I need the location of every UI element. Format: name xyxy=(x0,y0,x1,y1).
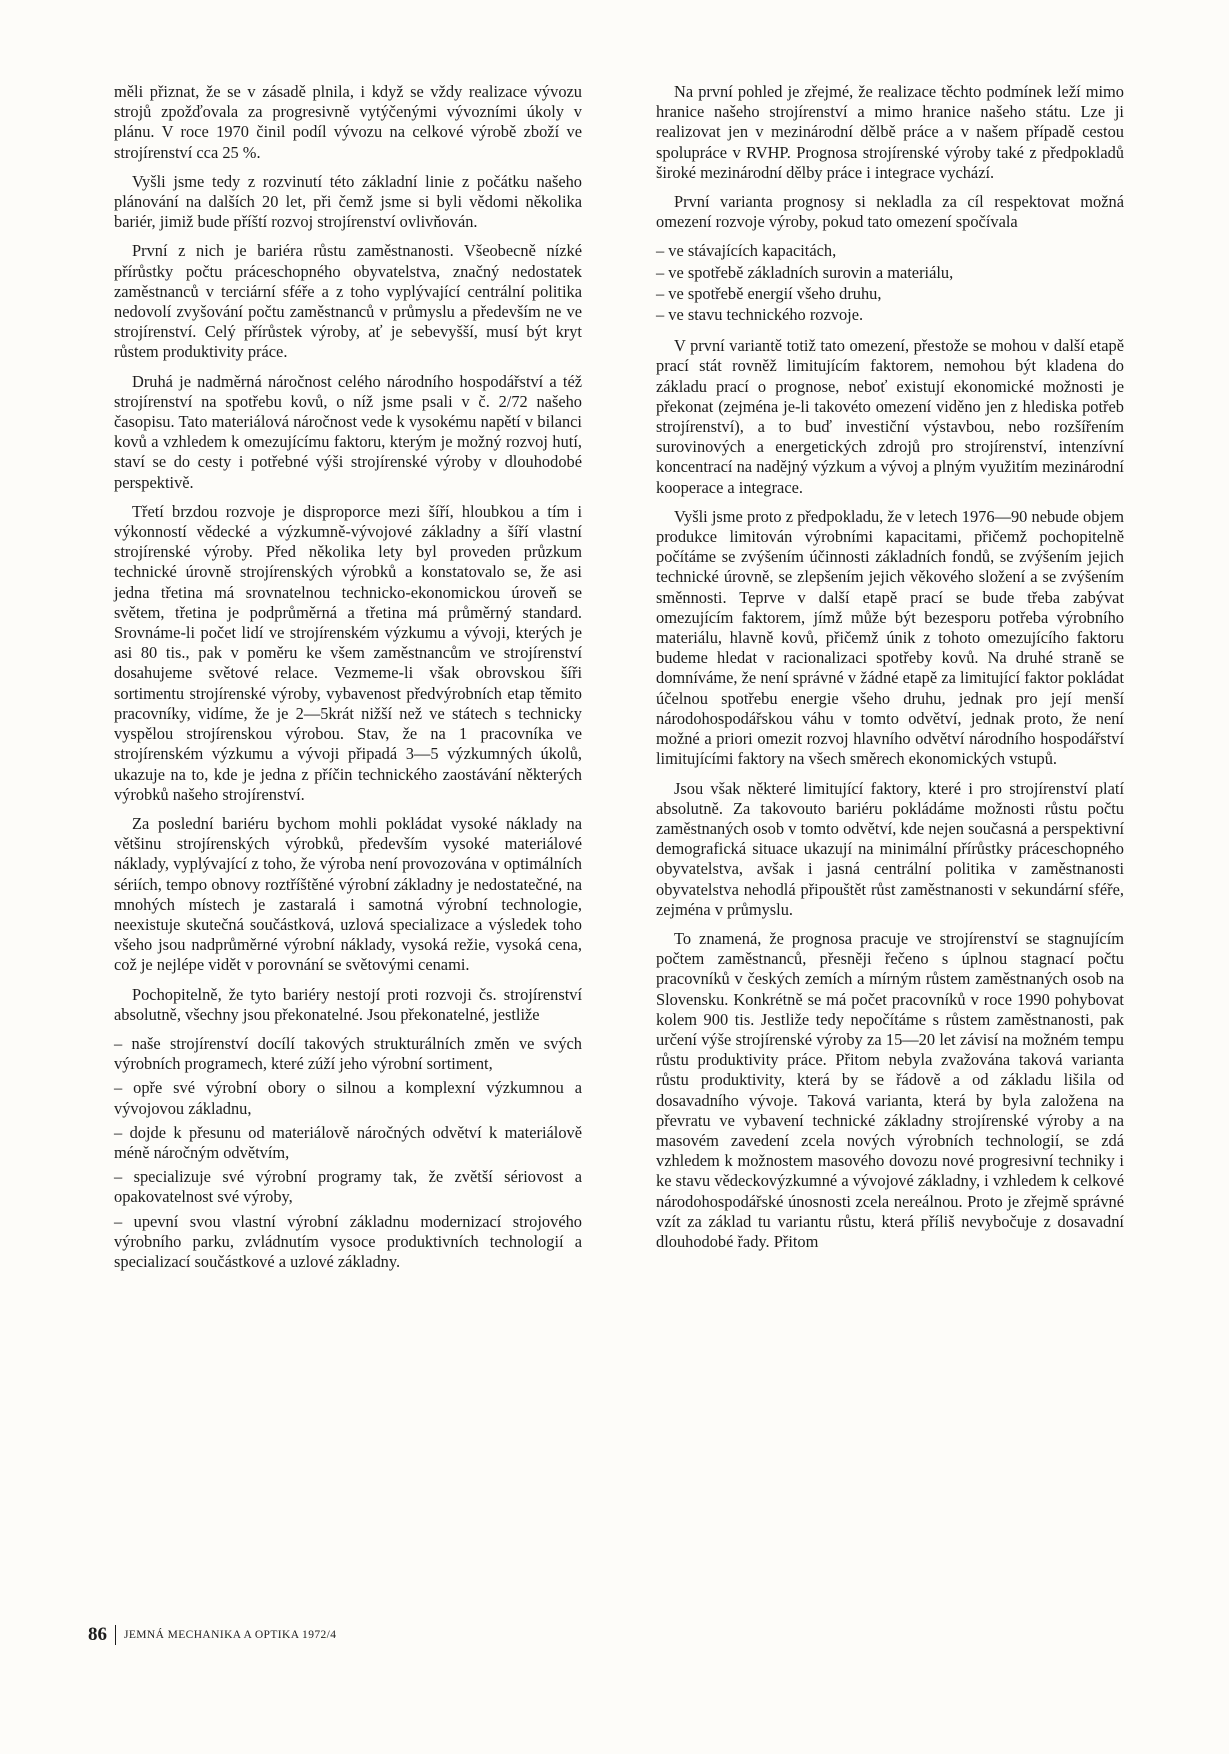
right-column xyxy=(656,82,1124,1261)
paragraph: Druhá je nadměrná náročnost celého národního hospodářství a též strojírenství na spotřebu kovů, o níž jsme psali v č. 2/72 našeho časopisu. Tato materiálová náročnost vede k vysokému napětí v bilanci kovů a vzhledem k omezujícímu faktoru, kterým je možný rozvoj hutí, staví se do cesty i potřebné výši strojírenské výroby v dlouhodobé perspektivě. xyxy=(114,371,582,492)
page-number: 86 xyxy=(88,1624,107,1645)
paragraph: Na první pohled je zřejmé, že realizace těchto podmínek leží mimo hranice našeho strojírenství a mimo hranice našeho státu. Lze ji realizovat jen v mezinárodní dělbě práce a v našem případě cestou spolupráce v RVHP. Prognosa strojírenské výroby také z předpokladů široké mezinárodní dělby práce i integrace vychází. xyxy=(656,82,1124,182)
list-item: – dojde k přesunu od materiálově náročných odvětví k materiálově méně náročným odvětvím, xyxy=(114,1122,582,1162)
list-item: – ve spotřebě základních surovin a materiálu, xyxy=(656,262,954,282)
paragraph: To znamená, že prognosa pracuje ve strojírenství se stagnujícím počtem zaměstnanců, přesněji řečeno s úplnou stagnací počtu pracovníků v českých zemích a mírným růstem zaměstnaných osob na Slovensku. Konkrétně se má počet pracovníků v roce 1990 pohybovat kolem 900 tis. Jestliže tedy nepočítáme s růstem zaměstnanosti, pak určení výše strojírenské výroby za 15—20 let závisí na možném tempu růstu produktivity práce. Přitom nebyla zvažována taková varianta růstu produktivity, která by se řádově a od základu lišila od dosavadního vývoje. Taková varianta, která by byla založena na převratu ve vybavení technické základny strojírenské výroby a na masovém zavedení zcela nových výrobních technologií, se zdá vzhledem k možnostem masového dovozu nové progresivní techniky i ke stavu vědeckovýzkumné a vývojové základny, i vzhledem k celkové národohospodářské únosnosti zcela nereálnou. Proto je zřejmě správné vzít za základ tu variantu růstu, která příliš nevybočuje z dosavadní dlouhodobé řady. Přitom xyxy=(656,928,1124,1251)
paragraph: Vyšli jsme tedy z rozvinutí této základní linie z počátku našeho plánování na dalších 20 let, při čemž jsme si byli vědomi několika bariér, jimiž bude příští rozvoj strojírenství ovlivňován. xyxy=(114,171,582,232)
paragraph: měli přiznat, že se v zásadě plnila, i když se vždy realizace vývozu strojů zpožďovala za progresivně vytýčenými vývozními úkoly v plánu. V roce 1970 činil podíl vývozu na celkové výrobě zboží ve strojírenství cca 25 %. xyxy=(114,82,582,162)
list-item: – opře své výrobní obory o silnou a komplexní výzkumnou a vývojovou základnu, xyxy=(114,1078,582,1118)
list-item: – ve stávajících kapacitách, xyxy=(656,241,837,261)
list-item: – ve spotřebě energií všeho druhu, xyxy=(656,283,882,303)
left-column xyxy=(114,82,582,1283)
list-item: – upevní svou vlastní výrobní základnu modernizací strojového výrobního parku, zvládnutím vysoce produktivních technologií a specializací součástkové a uzlové základny. xyxy=(114,1211,582,1271)
paragraph: Pochopitelně, že tyto bariéry nestojí proti rozvoji čs. strojírenství absolutně, všechny jsou překonatelné. Jsou překonatelné, jestliže xyxy=(114,984,582,1024)
paragraph: Jsou však některé limitující faktory, které i pro strojírenství platí absolutně. Za takovouto bariéru pokládáme možnosti růstu počtu zaměstnaných osob v tomto odvětví, kde nejen současná a perspektivní demografická situace ukazují na minimální přírůstky práceschopného obyvatelstva, avšak i jasná centrální politika v zaměstnanosti obyvatelstva nehodlá připouštět růst zaměstnanosti v sekundární sféře, zejména v průmyslu. xyxy=(656,778,1124,919)
paragraph: Vyšli jsme proto z předpokladu, že v letech 1976—90 nebude objem produkce limitován výrobními kapacitami, přičemž pochopitelně počítáme se zvýšením účinnosti základních fondů, se zvýšením jejich technické úrovně, se zlepšením jejich věkového složení a se zvýšením směnnosti. Teprve v další etapě prací se bude třeba zabývat omezujícím faktorem, jímž může být bezesporu potřeba výrobního materiálu, hlavně kovů, přičemž únik z tohoto omezujícího faktoru budeme hledat v racionalizaci spotřeby kovů. Na druhé straně se domníváme, že není správné v žádné etapě za limitující faktor pokládat účelnou spotřebu energie všeho druhu, jednak pro její menší národohospodářskou váhu v tomto odvětví, jednak proto, že není možné a priori omezit rozvoj hlavního odvětví národního hospodářství limitujícími faktory na všech směrech ekonomických vstupů. xyxy=(656,506,1124,769)
paragraph: Za poslední bariéru bychom mohli pokládat vysoké náklady na většinu strojírenských výrobků, především vysoké materiálové náklady, vyplývající z toho, že výroba není provozována v optimálních sériích, tempo obnovy roztříštěné výrobní základny je nedostatečné, na mnohých místech je zastaralá i samotná výrobní technologie, neexistuje skutečná součástková, uzlová specializace a výsledek toho všeho jsou nadprůměrné výrobní náklady, vysoká režie, vysoká cena, což je nejlépe vidět v porovnání se světovými cenami. xyxy=(114,813,582,975)
paragraph: První varianta prognosy si nekladla za cíl respektovat možná omezení rozvoje výroby, pokud tato omezení spočívala xyxy=(656,192,1124,232)
page-footer xyxy=(88,1624,336,1646)
list-item: – specializuje své výrobní programy tak, že zvětší sériovost a opakovatelnost své výroby, xyxy=(114,1167,582,1207)
footer-divider xyxy=(115,1625,116,1645)
list-item: – ve stavu technického rozvoje. xyxy=(656,305,864,325)
list-item: – naše strojírenství docílí takových strukturálních změn ve svých výrobních programech, které zúží jeho výrobní sortiment, xyxy=(114,1033,582,1074)
constraints-list xyxy=(656,241,1124,325)
paragraph: V první variantě totiž tato omezení, přestože se mohou v další etapě prací stát rovněž limitujícím faktorem, nemohou být kladena do základu prací o prognose, neboť existují ekonomické možnosti je překonat (zejména je-li takovéto omezení viděno jen z hlediska potřeb strojírenství), a to buď investiční výstavbou, nebo rozšířením surovinových a energetických zdrojů pro strojírenství, intenzívní koncentrací na nadějný výzkum a vývoj a plným využitím mezinárodní kooperace a integrace. xyxy=(656,336,1124,497)
journal-title: JEMNÁ MECHANIKA A OPTIKA 1972/4 xyxy=(124,1629,337,1641)
paragraph: Třetí brzdou rozvoje je disproporce mezi šíří, hloubkou a tím i výkonností vědecké a výzkumně-vývojové základny a šíří vlastní strojírenské výroby. Před několika lety byl proveden průzkum technické úrovně strojírenských výrobků a konstatovalo se, že asi jedna třetina má srovnatelnou technicko-ekonomickou úroveň se světem, třetina je podprůměrná a třetina má průměrný standard. Srovnáme-li počet lidí ve strojírenském výzkumu a vývoji, kterých je asi 80 tis., pak v poměru ke všem zaměstnancům ve strojírenství dosahujeme světové relace. Vezmeme-li však obrovskou šíři sortimentu strojírenské výroby, vybavenost předvýrobních etap těmito pracovníky, vidíme, že je 2—5krát nižší než ve státech s technicky vyspělou strojírenskou výrobou. Stav, že na 1 pracovníka ve strojírenském výzkumu a vývoji připadá 3—5 výzkumných úkolů, ukazuje na to, kde je jedna z příčin technického zaostávání některých výrobků našeho strojírenství. xyxy=(114,501,582,804)
conditions-list xyxy=(114,1034,582,1272)
paragraph: První z nich je bariéra růstu zaměstnanosti. Všeobecně nízké přírůstky počtu práceschopného obyvatelstva, značný nedostatek zaměstnanců v terciární sféře a z toho vyplývající centrální politika nedovolí zvyšování počtu zaměstnanců v průmyslu a především ne ve strojírenství. Celý přírůstek výroby, ať je sebevyšší, musí být kryt růstem produktivity práce. xyxy=(114,241,582,362)
